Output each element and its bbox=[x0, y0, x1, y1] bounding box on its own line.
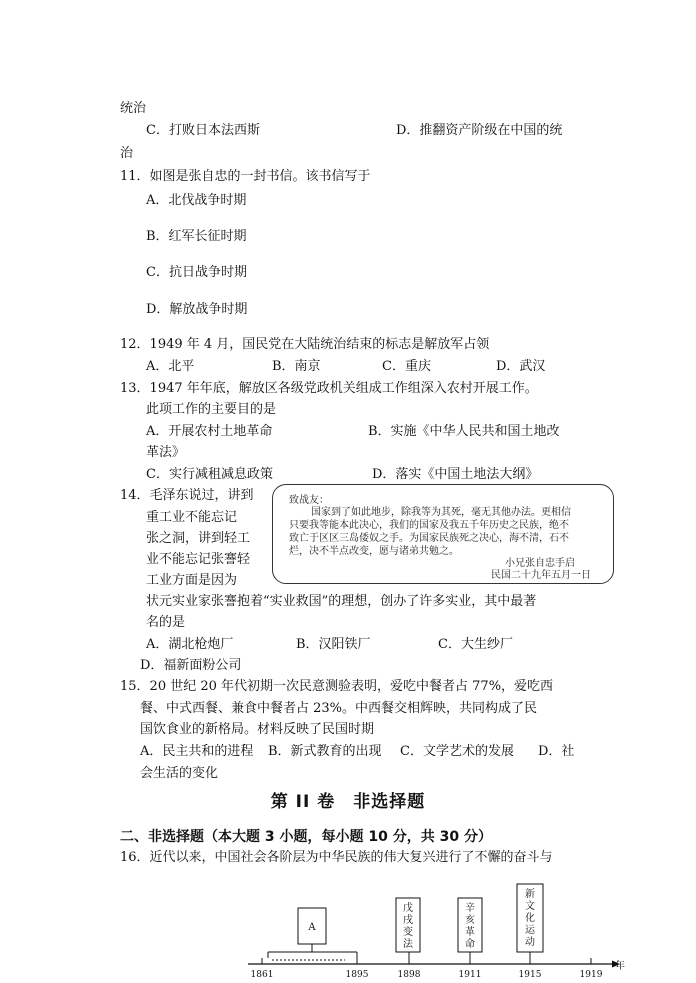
q13-stem: 13．1947 年年底，解放区各级党政机关组成工作组深入农村开展工作。 bbox=[120, 381, 538, 396]
part2-title: 第 II 卷 非选择题 bbox=[270, 792, 426, 812]
letter-date: 民国二十九年五月一日 bbox=[491, 570, 591, 581]
q12-option-b[interactable]: B．南京 bbox=[272, 359, 321, 374]
q13-option-c[interactable]: C．实行减租减息政策 bbox=[146, 467, 273, 482]
q14-option-d[interactable]: D．福新面粉公司 bbox=[140, 658, 242, 673]
letter-body-line-2: 只要我等能本此决心，我们的国家及我五千年历史之民族，绝不 bbox=[289, 520, 569, 531]
q14-cont-2: 名的是 bbox=[146, 615, 186, 630]
letter-body-line-4: 烂，决不半点改变，愿与诸弟共勉之。 bbox=[289, 546, 459, 557]
event-1898-char-1: 戊 bbox=[403, 903, 413, 914]
part2-section-heading: 二、非选择题（本大题 3 小题，每小题 10 分，共 30 分） bbox=[120, 829, 492, 845]
q15-option-d-cont: 会生活的变化 bbox=[140, 766, 219, 781]
q12-stem: 12．1949 年 4 月，国民党在大陆统治结束的标志是解放军占领 bbox=[120, 337, 490, 352]
year-label-1861: 1861 bbox=[250, 970, 274, 980]
event-1915-char-1: 新 bbox=[525, 889, 535, 900]
event-1911-char-3: 革 bbox=[465, 927, 475, 938]
q14-line-4: 业不能忘记张謇轻 bbox=[146, 552, 251, 567]
event-1915-char-5: 动 bbox=[525, 937, 535, 948]
q12-option-d[interactable]: D．武汉 bbox=[496, 359, 546, 374]
q14-option-b[interactable]: B．汉阳铁厂 bbox=[296, 637, 371, 652]
letter-salutation: 致战友： bbox=[289, 495, 329, 506]
event-1898-char-4: 法 bbox=[403, 939, 413, 950]
event-1898-char-3: 变 bbox=[403, 927, 413, 938]
q14-option-c[interactable]: C．大生纱厂 bbox=[438, 637, 513, 652]
q15-option-b[interactable]: B．新式教育的出现 bbox=[268, 744, 382, 759]
event-1915-char-4: 运 bbox=[525, 925, 535, 936]
event-1911-char-1: 辛 bbox=[465, 903, 475, 914]
q15-line-1: 15．20 世纪 20 年代初期一次民意测验表明，爱吃中餐者占 77%，爱吃西 bbox=[120, 679, 554, 694]
q14-line-2: 重工业不能忘记 bbox=[146, 510, 238, 525]
q11-option-c[interactable]: C．抗日战争时期 bbox=[146, 265, 247, 280]
q14-cont: 状元实业家张謇抱着“实业救国”的理想，创办了许多实业，其中最著 bbox=[146, 594, 537, 609]
event-1915-char-3: 化 bbox=[525, 913, 535, 924]
q15-option-a[interactable]: A．民主共和的进程 bbox=[140, 744, 254, 759]
q13-option-d[interactable]: D．落实《中国土地法大纲》 bbox=[372, 467, 539, 482]
q15-option-d[interactable]: D．社 bbox=[538, 744, 575, 759]
timeline-unit: 年 bbox=[615, 961, 625, 972]
q14-line-5: 工业方面是因为 bbox=[146, 573, 238, 588]
q13-option-b-cont: 革法》 bbox=[146, 445, 186, 460]
q10-option-d[interactable]: D．推翻资产阶级在中国的统 bbox=[396, 123, 563, 138]
event-1915-char-2: 文 bbox=[525, 901, 535, 912]
q10-option-c[interactable]: C．打败日本法西斯 bbox=[146, 123, 260, 138]
year-label-1895: 1895 bbox=[345, 970, 369, 980]
q14-line-3: 张之洞，讲到轻工 bbox=[146, 531, 251, 546]
event-1911-char-4: 命 bbox=[465, 939, 475, 950]
q11-option-b[interactable]: B．红军长征时期 bbox=[146, 229, 247, 244]
q11-option-a[interactable]: A．北伐战争时期 bbox=[146, 193, 247, 208]
q12-option-a[interactable]: A．北平 bbox=[146, 359, 195, 374]
q10-option-d-cont: 治 bbox=[120, 146, 134, 161]
event-1898-char-2: 戌 bbox=[403, 915, 413, 926]
year-label-1911: 1911 bbox=[458, 970, 482, 980]
q13-option-a[interactable]: A．开展农村土地革命 bbox=[146, 424, 273, 439]
q11-stem: 11．如图是张自忠的一封书信。该书信写于 bbox=[120, 169, 371, 184]
box-a-label: A bbox=[308, 922, 316, 933]
event-1911-char-2: 亥 bbox=[465, 915, 475, 926]
letter-body-line-1: 国家到了如此地步，除我等为其死，毫无其他办法。更相信 bbox=[311, 507, 571, 518]
q13-stem-2: 此项工作的主要目的是 bbox=[146, 402, 277, 417]
q15-line-3: 国饮食业的新格局。材料反映了民国时期 bbox=[140, 722, 375, 737]
q16-stem: 16．近代以来，中国社会各阶层为中华民族的伟大复兴进行了不懈的奋斗与 bbox=[120, 850, 553, 865]
letter-body-line-3: 致亡于区区三岛倭奴之手。为国家民族死之决心，海不清，石不 bbox=[289, 533, 569, 544]
q15-option-c[interactable]: C．文学艺术的发展 bbox=[400, 744, 514, 759]
q14-line-1: 14．毛泽东说过，讲到 bbox=[120, 488, 254, 503]
q14-option-a[interactable]: A．湖北枪炮厂 bbox=[146, 637, 234, 652]
q13-option-b[interactable]: B．实施《中华人民共和国土地改 bbox=[368, 424, 560, 439]
q11-option-d[interactable]: D．解放战争时期 bbox=[146, 302, 248, 317]
q12-option-c[interactable]: C．重庆 bbox=[382, 359, 431, 374]
year-label-1898: 1898 bbox=[397, 970, 421, 980]
q10-cont: 统治 bbox=[120, 101, 147, 116]
year-label-1915: 1915 bbox=[518, 970, 542, 980]
q15-line-2: 餐、中式西餐、兼食中餐者占 23%。中西餐交相辉映，共同构成了民 bbox=[140, 701, 538, 716]
letter-signature: 小兄张自忠手启 bbox=[505, 558, 575, 569]
year-label-1919: 1919 bbox=[579, 970, 603, 980]
